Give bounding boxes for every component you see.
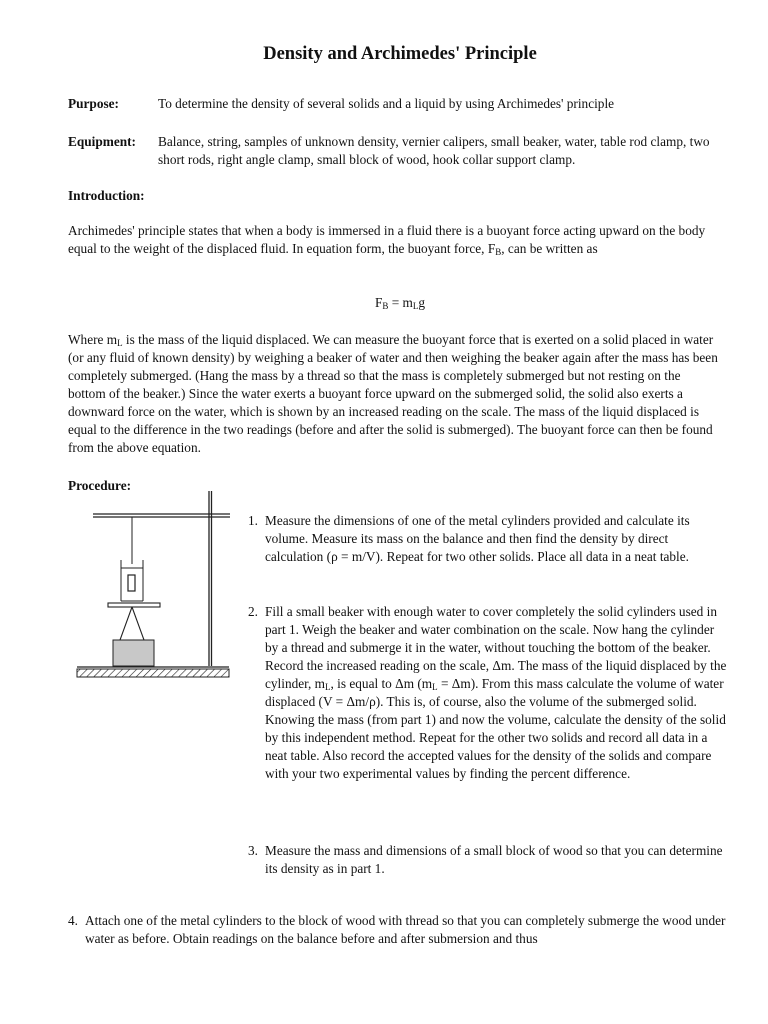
apparatus-diagram [70, 488, 240, 683]
explanation-paragraph: Where $m_L$ is the mass of the liquid displaced. We can measure the buoyant force that is exerted on a solid placed in water (or any fluid of known density) by weighing a beaker of water and then weighing the beaker again after the mass has been completely submerged. (Hang the mass by a thread so that the mass is completely submerged but not resting on the bottom of the beaker.) Since the water exerts a buoyant force upward on the submerged solid, the solid also exerts a downward force on the water, which is shown by an increased reading on the scale. The mass of the liquid displaced is equal to the difference in the two readings (before and after the solid is submerged). The buoyant force can then be found from the above equation. [68, 332, 718, 455]
intro-paragraph: Archimedes' principle states that when a body is immersed in a fluid there is a buoyant force acting upward on the body equal to the weight of the displaced fluid. In equation form, the buoyant force, $F_B$, can be written as [68, 223, 706, 257]
balance-base [113, 640, 154, 666]
procedure-step-3: 3. Measure the mass and dimensions of a small block of wood so that you can determine its density as in part 1. [248, 843, 723, 876]
equipment-label: Equipment: [68, 134, 136, 149]
page-title: Density and Archimedes' Principle [263, 44, 537, 64]
procedure-step-2: 2. Fill a small beaker with enough water to cover completely the solid cylinders used in part 1. Weigh the beaker and water combination on the scale. Now hang the cylinder by a thread and submerge it in the water, without touching the bottom of the beaker. Record the increased reading on the scale, Δm. The mass of the liquid displaced by the cylinder, $m_L$, is equal to Δm $(m_L = \Delta m)$. From this mass calculate the volume of water displaced (V = Δm/ρ). This is, of course, also the volume of the submerged solid. Knowing the mass (from part 1) and now the volume, calculate the density of the solid by this independent method. Repeat for the other two solids and record all data in a neat table. Also record the accepted values for the density of the solids and compare with your two experimental values by finding the percent difference. [248, 604, 727, 781]
table-surface [77, 669, 229, 677]
balance-pan [108, 603, 160, 607]
introduction-label: Introduction: [68, 188, 145, 203]
procedure-label: Procedure: [68, 478, 132, 493]
metal-cylinder [128, 575, 135, 591]
purpose-label: Purpose: [68, 96, 119, 111]
procedure-step-1: 1. Measure the dimensions of one of the metal cylinders provided and calculate its volume. Measure its mass on the balance and then find the density by direct calculation (ρ = m/V). Repeat for two other solids. Place all data in a neat table. [248, 513, 690, 564]
equipment-text: Balance, string, samples of unknown density, vernier calipers, small beaker, water, table rod clamp, two short rods, right angle clamp, small block of wood, hook collar support clamp. [158, 134, 710, 167]
procedure-step-4: 4. Attach one of the metal cylinders to the block of wood with thread so that you can completely submerge the wood under water as before. Obtain readings on the balance before and after submersion and thus [68, 913, 726, 946]
buoyant-force-equation: $F_B = m_Lg$ [374, 295, 426, 311]
purpose-text: To determine the density of several solids and a liquid by using Archimedes' principle [158, 96, 615, 111]
